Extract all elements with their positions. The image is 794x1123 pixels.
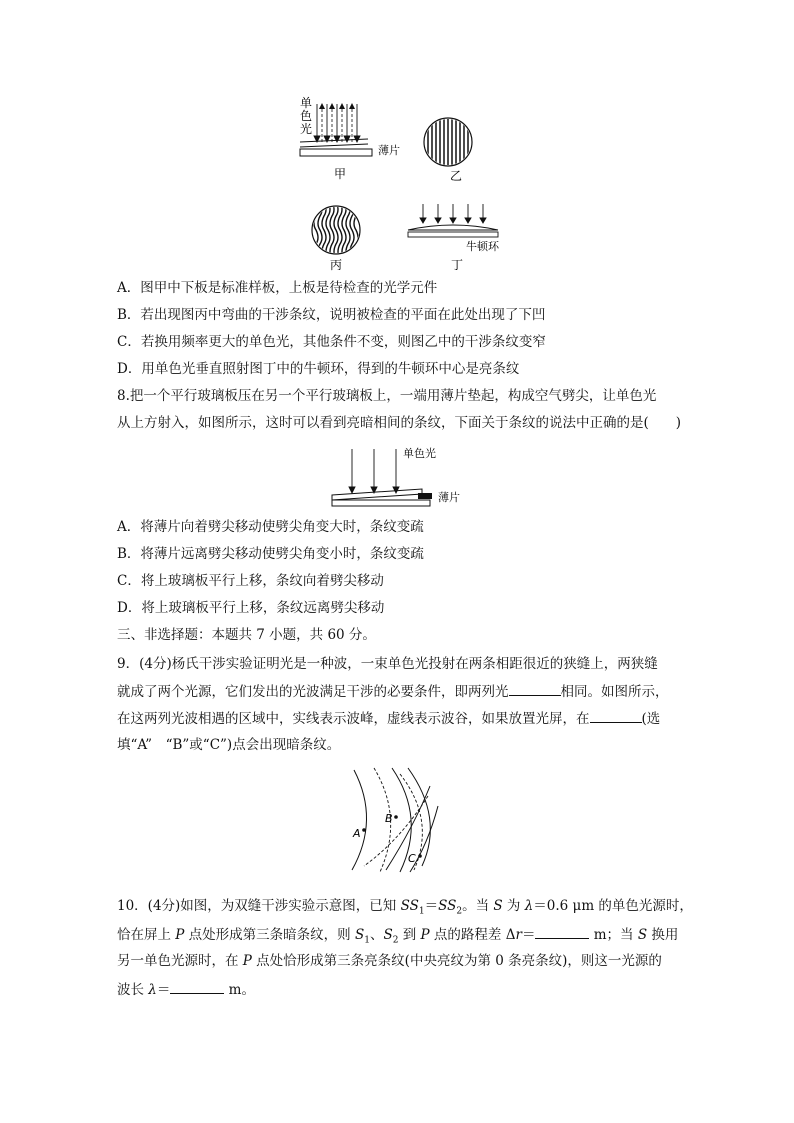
q10-line-1-b: 。当 xyxy=(462,898,494,914)
q10-s2-sub: 2 xyxy=(392,935,399,946)
fig1-label-bing: 丙 xyxy=(330,258,343,272)
fig2-plates xyxy=(332,489,430,506)
q9-blank-1[interactable] xyxy=(509,682,561,696)
figure-air-wedge xyxy=(330,443,470,513)
fig1-label-light-1: 单 xyxy=(300,96,313,110)
q7-option-a: A．图甲中下板是标准样板，上板是待检查的光学元件 xyxy=(117,280,438,296)
q10-line-1-a: 10．(4分)如图，为双缝干涉实验示意图，已知 xyxy=(117,898,401,914)
q8-option-d: D．将上玻璃板平行上移，条纹远离劈尖移动 xyxy=(117,600,385,616)
fig1-label-ding: 丁 xyxy=(451,258,464,272)
q9-blank-2[interactable] xyxy=(590,709,642,723)
fig2-label-light: 单色光 xyxy=(403,447,436,460)
q10-line-1-d: ＝0.6 μm 的单色光源时， xyxy=(533,898,693,914)
q10-line-4 xyxy=(117,980,255,999)
q10-line-1 xyxy=(117,897,693,921)
q10-r: r xyxy=(515,927,522,943)
figure-interference-diagrams xyxy=(290,92,540,272)
q10-line-4-c: m。 xyxy=(224,982,255,998)
fig1-label-newton: 牛顿环 xyxy=(466,240,499,253)
fig1-label-light-2: 色 xyxy=(300,109,313,123)
q10-line-4-b: ＝ xyxy=(156,982,171,998)
q10-lambda-2: λ xyxy=(148,982,157,998)
q8-stem-line-2: 从上方射入，如图所示，这时可以看到亮暗相间的条纹，下面关于条纹的说法中正确的是( ) xyxy=(117,415,682,431)
q7-option-c: C．若换用频率更大的单色光，其他条件不变，则图乙中的干涉条纹变窄 xyxy=(117,334,546,350)
q10-blank-2[interactable] xyxy=(170,980,224,994)
q10-line-2-e: ＝ xyxy=(521,927,536,943)
figure-wave-interference xyxy=(340,766,450,874)
q10-eq: ＝ xyxy=(424,898,439,914)
fig3-crest-lines xyxy=(352,768,438,872)
q10-line-3-b: 点处恰形成第三条亮条纹(中央亮纹为第 0 条亮条纹)，则这一光源的 xyxy=(251,953,662,969)
fig1-label-yi: 乙 xyxy=(450,169,463,183)
q10-ss2: SS xyxy=(438,898,457,914)
q7-option-d: D．用单色光垂直照射图丁中的牛顿环，得到的牛顿环中心是亮条纹 xyxy=(117,361,520,377)
q10-s1: S xyxy=(354,927,365,943)
section-3-heading: 三、非选择题：本题共 7 小题，共 60 分。 xyxy=(117,627,376,643)
q10-ss1: SS xyxy=(400,898,419,914)
q10-s1-sub: 1 xyxy=(364,935,370,946)
fig1-label-jia: 甲 xyxy=(334,167,347,181)
q10-line-2-f: m；当 xyxy=(589,927,638,943)
q8-option-c: C．将上玻璃板平行上移，条纹向着劈尖移动 xyxy=(117,573,384,589)
fig1-label-light-3: 光 xyxy=(300,122,313,136)
fig3-label-c: C xyxy=(408,852,416,865)
q9-line-2 xyxy=(117,682,669,701)
q8-stem-line-1: 8.把一个平行玻璃板压在另一个平行玻璃板上，一端用薄片垫起，构成空气劈尖，让单色光 xyxy=(117,388,657,404)
fig1-label-sheet: 薄片 xyxy=(378,144,400,157)
q10-s: S xyxy=(493,898,503,914)
q10-sub2: 2 xyxy=(456,906,463,917)
q10-line-2-c: 到 xyxy=(398,927,421,943)
q10-line-4-a: 波长 xyxy=(117,982,149,998)
q9-line-3-b: (选 xyxy=(641,711,661,727)
q10-sub1: 1 xyxy=(418,906,425,917)
q9-line-4: 填“A” “B”或“C”)点会出现暗条纹。 xyxy=(117,737,341,753)
q10-line-2-b: 点处形成第三条暗条纹，则 xyxy=(184,927,355,943)
q10-line-1-c: 为 xyxy=(502,898,525,914)
q10-line-2-a: 恰在屏上 xyxy=(117,927,176,943)
q9-line-2-b: 相同。如图所示， xyxy=(560,684,669,700)
q9-line-3-a: 在这两列光波相遇的区域中，实线表示波峰，虚线表示波谷，如果放置光屏，在 xyxy=(117,711,590,727)
fig2-label-sheet: 薄片 xyxy=(438,491,460,504)
q10-line-2-g: 换用 xyxy=(647,927,679,943)
fig1-ding-newton-setup xyxy=(408,204,498,237)
q9-line-1: 9．(4分)杨氏干涉实验证明光是一种波，一束单色光投射在两条相距很近的狭缝上，两狭缝 xyxy=(117,656,658,672)
q7-option-b: B．若出现图丙中弯曲的干涉条纹，说明被检查的平面在此处出现了下凹 xyxy=(117,307,546,323)
fig1-jia-plates xyxy=(300,139,372,156)
q10-line-2-d: 点的路程差 Δ xyxy=(429,927,516,943)
q10-line-3-a: 另一单色光源时，在 xyxy=(117,953,243,969)
q10-s3: S xyxy=(637,927,648,943)
q10-s2: S xyxy=(383,927,393,943)
fig3-label-a: A xyxy=(353,827,361,840)
q10-line-3 xyxy=(117,952,662,970)
q10-lambda: λ xyxy=(524,898,534,914)
fig2-incident-rays xyxy=(349,449,399,493)
q10-p: P xyxy=(175,927,185,943)
q10-p2: P xyxy=(420,927,430,943)
q10-p3: P xyxy=(242,953,252,969)
fig1-yi-fringes xyxy=(424,112,472,172)
q10-line-2 xyxy=(117,925,678,950)
q8-option-a: A．将薄片向着劈尖移动使劈尖角变大时，条纹变疏 xyxy=(117,519,424,535)
fig1-bing-fringes xyxy=(312,202,360,258)
q9-line-2-a: 就成了两个光源，它们发出的光波满足干涉的必要条件，即两列光 xyxy=(117,684,509,700)
q9-line-3 xyxy=(117,709,660,728)
fig1-incident-rays xyxy=(314,104,360,142)
fig2-thin-sheet xyxy=(418,493,432,499)
fig3-label-b: B xyxy=(385,812,393,825)
q10-blank-1[interactable] xyxy=(535,925,589,939)
q10-comma: 、 xyxy=(369,927,384,943)
q8-option-b: B．将薄片远离劈尖移动使劈尖角变小时，条纹变疏 xyxy=(117,546,424,562)
